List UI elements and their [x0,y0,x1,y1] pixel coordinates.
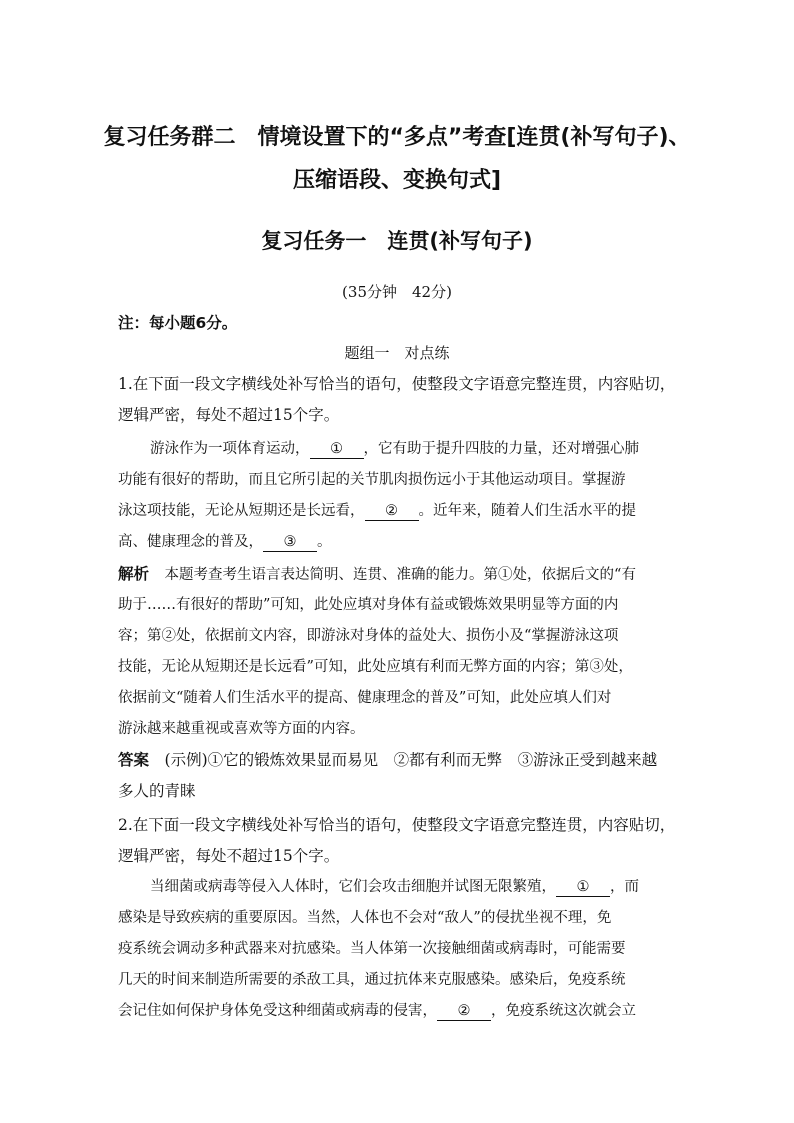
q1-passage-line-4 [118,530,683,552]
q2-blank-1: ① [556,880,610,897]
q1-analysis-line-6: 游泳越来越重视或喜欢等方面的内容。 [118,721,365,737]
q1-passage-text: 泳这项技能，无论从短期还是长远看， [118,503,365,519]
q1-blank-1: ① [310,442,364,459]
q1-passage-text: 。 [317,534,332,550]
q2-passage-line-4: 几天的时间来制造所需要的杀敌工具，通过抗体来克服感染。感染后，免疫系统 [118,972,626,988]
q1-blank-3: ③ [263,535,317,552]
time-info: (35分钟 42分) [342,283,452,301]
q2-passage-text: ，而 [610,879,639,895]
q1-blank-2: ② [365,504,419,521]
main-title-line-1: 复习任务群二 情境设置下的“多点”考查[连贯(补写句子)、 [103,125,691,150]
q1-passage-text: 。近年来，随着人们生活水平的提 [418,503,636,519]
group-title: 题组一 对点练 [344,344,450,362]
q2-passage-line-2: 感染是导致疾病的重要原因。当然，人体也不会对“敌人”的侵扰坐视不理，免 [118,910,612,926]
q2-passage-text: 会记住如何保护身体免受这种细菌或病毒的侵害， [118,1003,437,1019]
q1-passage-text: 高、健康理念的普及， [118,534,263,550]
q1-answer-line-2: 多人的青睐 [118,782,196,800]
q1-passage-line-2: 功能有很好的帮助，而且它所引起的关节肌肉损伤远小于其他运动项目。掌握游 [118,472,626,488]
q2-passage-text: ，免疫系统这次就会立 [491,1003,636,1019]
q1-answer-line-1 [118,748,683,770]
q1-passage-line-1 [150,437,683,459]
q1-passage-line-3 [118,499,683,521]
q2-passage-line-1 [150,875,683,897]
q1-analysis-line-4: 技能，无论从短期还是长远看”可知，此处应填有利而无弊方面的内容；第③处， [118,659,633,675]
sub-title: 复习任务一 连贯(补写句子) [261,229,533,253]
q1-analysis-line-3: 容；第②处，依据前文内容，即游泳对身体的益处大、损伤小及“掌握游泳这项 [118,628,619,644]
q1-analysis-line-1 [118,562,683,584]
note: 注：每小题6分。 [118,314,238,332]
q2-passage-line-5 [118,999,683,1021]
q1-stem-line-1: 1.在下面一段文字横线处补写恰当的语句，使整段文字语意完整连贯，内容贴切， [118,375,676,393]
answer-label: 答案 [118,751,150,769]
answer-text: (示例)①它的锻炼效果显而易见 ②都有利而无弊 ③游泳正受到越来越 [164,751,658,769]
q2-passage-text: 当细菌或病毒等侵入人体时，它们会攻击细胞并试图无限繁殖， [150,879,556,895]
q2-blank-2: ② [437,1004,491,1021]
q1-passage-text: 游泳作为一项体育运动， [150,441,310,457]
q2-stem-line-2: 逻辑严密，每处不超过15个字。 [118,847,340,865]
q1-stem-line-2: 逻辑严密，每处不超过15个字。 [118,406,340,424]
q1-analysis-line-2: 助于……有很好的帮助”可知，此处应填对身体有益或锻炼效果明显等方面的内 [118,597,619,613]
analysis-text: 本题考查考生语言表达简明、连贯、准确的能力。第①处，依据后文的“有 [164,567,636,583]
q2-passage-line-3: 疫系统会调动多种武器来对抗感染。当人体第一次接触细菌或病毒时，可能需要 [118,941,626,957]
q1-passage-text: ，它有助于提升四肢的力量，还对增强心肺 [363,441,639,457]
q2-stem-line-1: 2.在下面一段文字横线处补写恰当的语句，使整段文字语意完整连贯，内容贴切， [118,816,676,834]
q1-analysis-line-5: 依据前文“随着人们生活水平的提高、健康理念的普及”可知，此处应填人们对 [118,690,612,706]
main-title-line-2: 压缩语段、变换句式] [292,168,502,193]
analysis-label: 解析 [118,565,150,583]
